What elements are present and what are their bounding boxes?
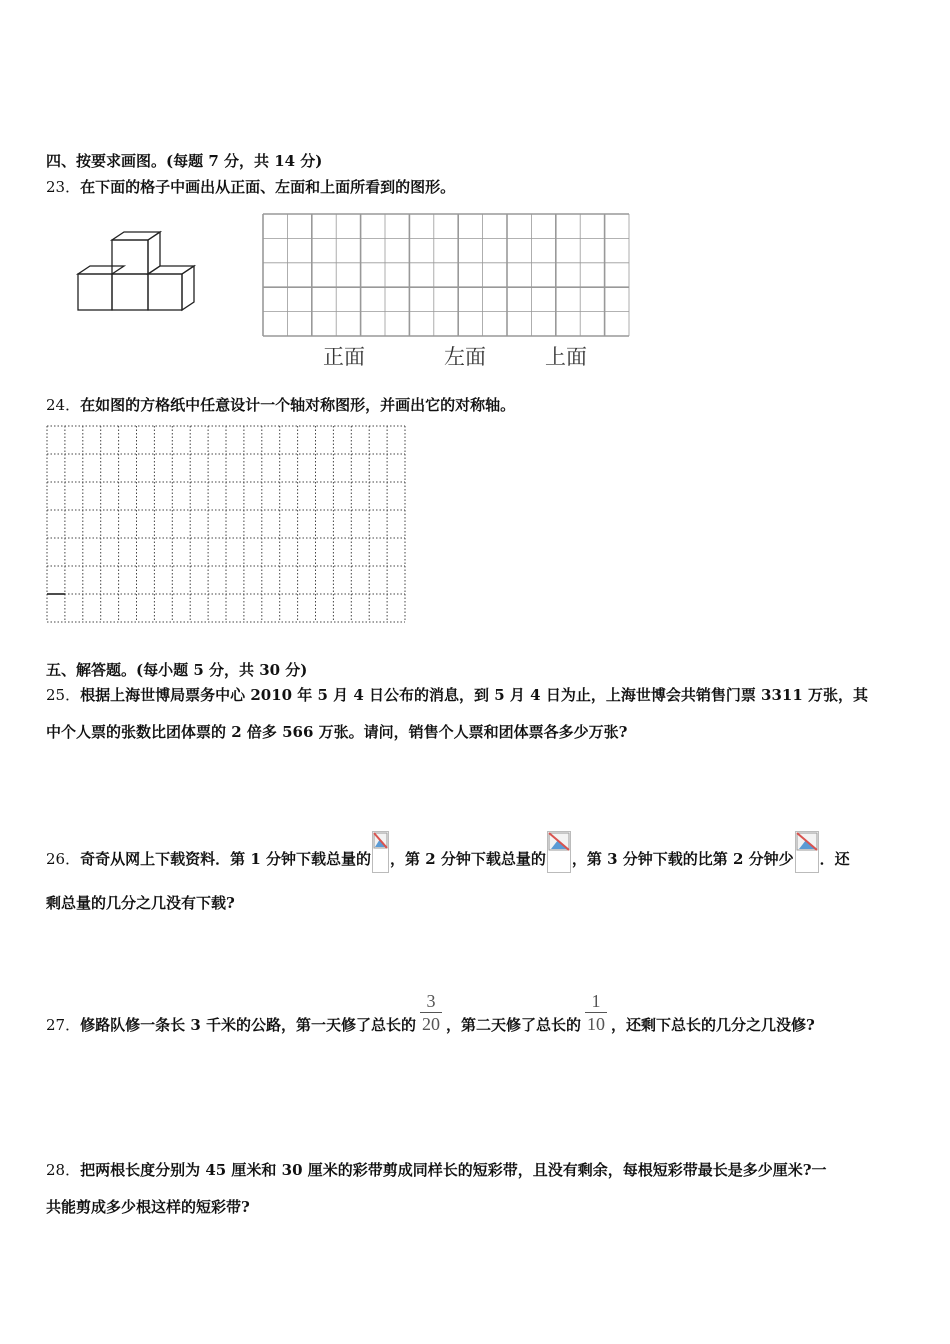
fraction-denominator: 20 (421, 1013, 440, 1034)
broken-image-icon (547, 831, 571, 873)
question-number: 28． (46, 1161, 81, 1179)
dotted-square-grid[interactable] (45, 424, 407, 624)
question-27 (46, 990, 815, 1049)
question-text: 把两根长度分别为 45 厘米和 30 厘米的彩带剪成同样长的短彩带，且没有剩余，每根短彩带最长是多少厘米?一 (80, 1161, 827, 1179)
label-top-view: 上面 (545, 345, 587, 369)
question-23 (46, 177, 455, 197)
question-text: 奇奇从网上下载资料．第 1 分钟下载总量的 (80, 850, 371, 868)
question-26-line-1 (46, 831, 850, 879)
cube-stack-figure (70, 228, 200, 316)
fraction-denominator: 10 (587, 1013, 605, 1034)
label-left-view: 左面 (444, 345, 486, 369)
question-number: 25． (46, 686, 81, 704)
question-28-line-1 (46, 1160, 827, 1180)
broken-image-icon (372, 831, 389, 873)
broken-image-icon (795, 831, 819, 873)
question-text: ，还剩下总长的几分之几没修? (611, 1016, 815, 1034)
question-text: 根据上海世博局票务中心 2010 年 5 月 4 日公布的消息，到 5 月 4 日为止，上海世博会共销售门票 3311 万张，其 (80, 686, 869, 704)
question-24 (46, 395, 515, 415)
question-text: ，第二天修了总长的 (445, 1016, 581, 1034)
question-text: ，第 3 分钟下载的比第 2 分钟少 (571, 850, 794, 868)
question-text: 在下面的格子中画出从正面、左面和上面所看到的图形。 (80, 178, 456, 196)
question-28-line-2: 共能剪成多少根这样的短彩带? (46, 1198, 250, 1216)
question-number: 26． (46, 850, 81, 868)
question-number: 27． (46, 1016, 81, 1034)
section-4-heading: 四、按要求画图。(每题 7 分，共 14 分) (46, 152, 323, 170)
question-number: 24． (46, 396, 81, 414)
question-25-line-1 (46, 685, 868, 705)
question-number: 23． (46, 178, 81, 196)
view-drawing-grid[interactable] (262, 213, 630, 338)
question-26-line-2: 剩总量的几分之几没有下载? (46, 894, 235, 912)
fraction-numerator: 3 (426, 990, 436, 1011)
fraction-numerator: 1 (591, 990, 601, 1011)
fraction-3-20 (420, 990, 442, 1035)
question-text: 修路队修一条长 3 千米的公路，第一天修了总长的 (80, 1016, 416, 1034)
section-5-heading: 五、解答题。(每小题 5 分，共 30 分) (46, 661, 308, 679)
question-text: ，第 2 分钟下载总量的 (389, 850, 546, 868)
question-25-line-2: 中个人票的张数比团体票的 2 倍多 566 万张。请问，销售个人票和团体票各多少万张? (46, 723, 628, 741)
question-text: 在如图的方格纸中任意设计一个轴对称图形，并画出它的对称轴。 (80, 396, 516, 414)
label-front-view: 正面 (323, 345, 365, 369)
question-text: ．还 (819, 850, 850, 868)
fraction-1-10 (585, 990, 607, 1035)
